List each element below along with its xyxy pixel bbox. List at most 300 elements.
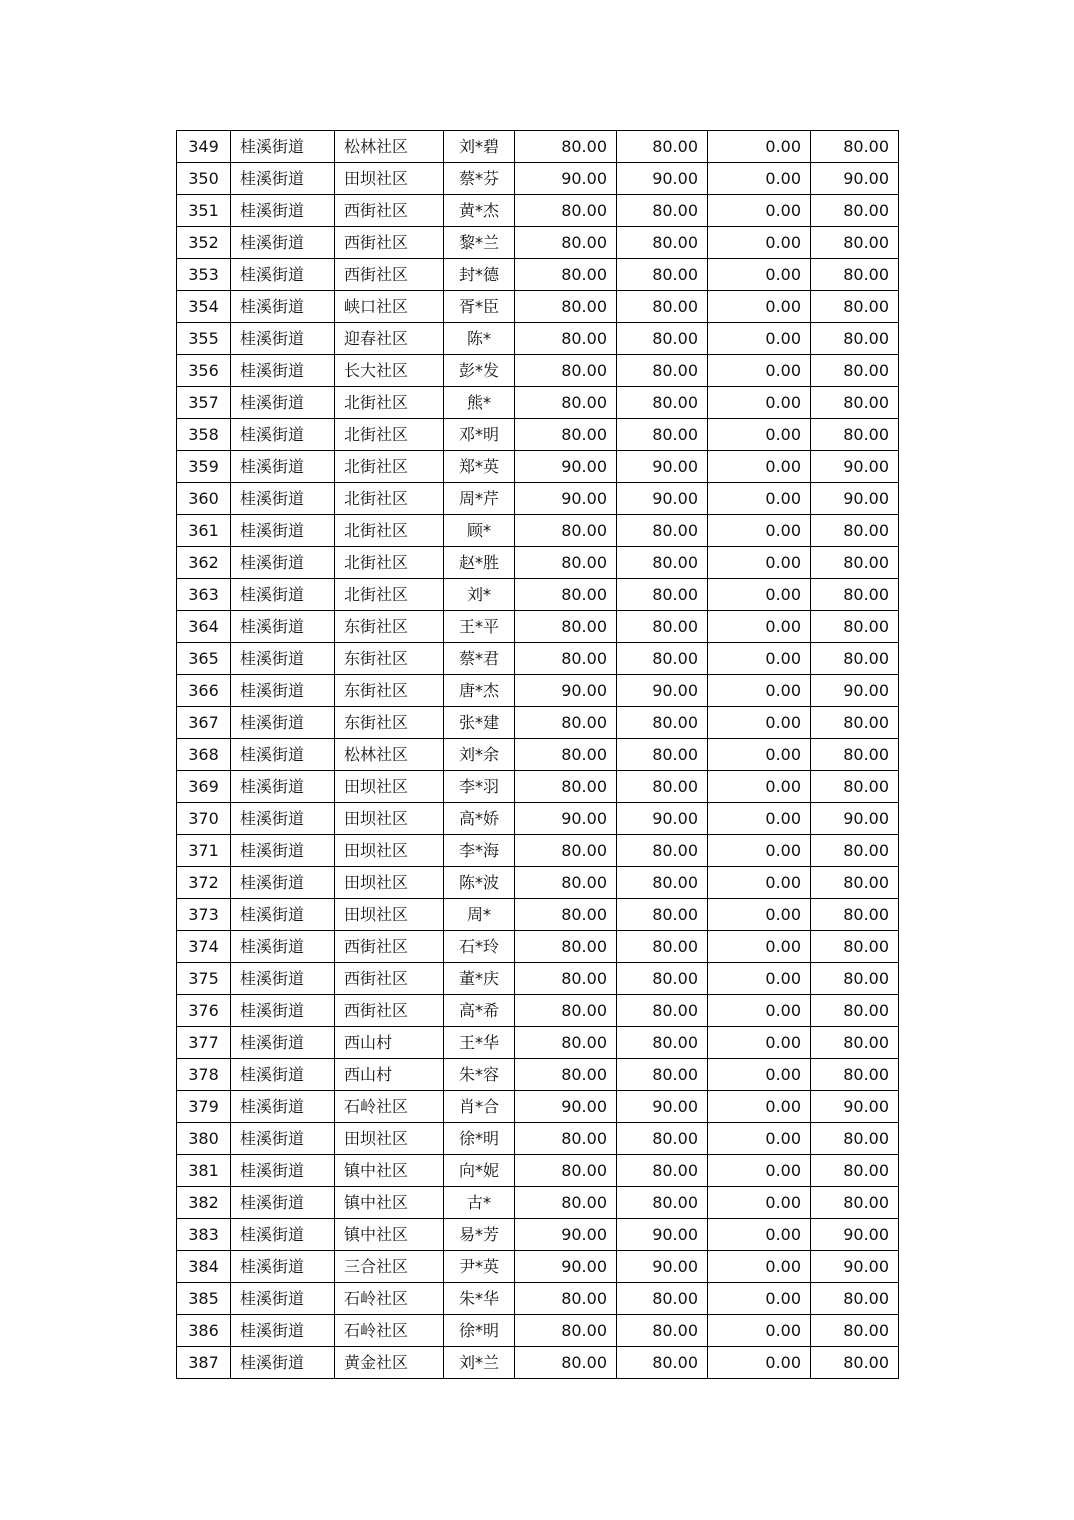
- row-number-cell: 384: [177, 1251, 231, 1283]
- amount-cell: 0.00: [708, 1315, 811, 1347]
- amount-cell: 80.00: [617, 963, 708, 995]
- name-cell: 朱*容: [444, 1059, 515, 1091]
- amount-cell: 90.00: [811, 451, 899, 483]
- street-cell: 桂溪街道: [231, 291, 335, 323]
- community-cell: 西街社区: [335, 259, 444, 291]
- amount-cell: 0.00: [708, 707, 811, 739]
- street-cell: 桂溪街道: [231, 899, 335, 931]
- street-cell: 桂溪街道: [231, 739, 335, 771]
- name-cell: 李*羽: [444, 771, 515, 803]
- amount-cell: 0.00: [708, 643, 811, 675]
- amount-cell: 0.00: [708, 291, 811, 323]
- row-number-cell: 352: [177, 227, 231, 259]
- table-row: [177, 323, 899, 355]
- table-row: [177, 963, 899, 995]
- amount-cell: 80.00: [617, 1123, 708, 1155]
- amount-cell: 80.00: [811, 515, 899, 547]
- amount-cell: 0.00: [708, 835, 811, 867]
- data-table: [176, 130, 899, 1379]
- amount-cell: 80.00: [617, 419, 708, 451]
- community-cell: 西山村: [335, 1059, 444, 1091]
- amount-cell: 80.00: [617, 1059, 708, 1091]
- table-row: [177, 995, 899, 1027]
- amount-cell: 80.00: [515, 131, 617, 163]
- name-cell: 周*芹: [444, 483, 515, 515]
- table-row: [177, 195, 899, 227]
- amount-cell: 0.00: [708, 1155, 811, 1187]
- amount-cell: 80.00: [811, 1027, 899, 1059]
- street-cell: 桂溪街道: [231, 259, 335, 291]
- community-cell: 三合社区: [335, 1251, 444, 1283]
- amount-cell: 90.00: [515, 483, 617, 515]
- name-cell: 熊*: [444, 387, 515, 419]
- table-row: [177, 227, 899, 259]
- row-number-cell: 387: [177, 1347, 231, 1379]
- amount-cell: 80.00: [811, 1155, 899, 1187]
- amount-cell: 0.00: [708, 483, 811, 515]
- name-cell: 李*海: [444, 835, 515, 867]
- name-cell: 肖*合: [444, 1091, 515, 1123]
- name-cell: 尹*英: [444, 1251, 515, 1283]
- amount-cell: 80.00: [515, 323, 617, 355]
- amount-cell: 0.00: [708, 323, 811, 355]
- community-cell: 田坝社区: [335, 899, 444, 931]
- street-cell: 桂溪街道: [231, 1027, 335, 1059]
- community-cell: 北街社区: [335, 387, 444, 419]
- amount-cell: 90.00: [617, 1251, 708, 1283]
- street-cell: 桂溪街道: [231, 227, 335, 259]
- table-row: [177, 707, 899, 739]
- table-row: [177, 1315, 899, 1347]
- amount-cell: 80.00: [617, 611, 708, 643]
- table-row: [177, 899, 899, 931]
- street-cell: 桂溪街道: [231, 355, 335, 387]
- amount-cell: 80.00: [515, 739, 617, 771]
- amount-cell: 80.00: [515, 1187, 617, 1219]
- amount-cell: 80.00: [617, 355, 708, 387]
- table-body: [177, 131, 899, 1379]
- community-cell: 镇中社区: [335, 1155, 444, 1187]
- amount-cell: 0.00: [708, 963, 811, 995]
- name-cell: 郑*英: [444, 451, 515, 483]
- table-row: [177, 1027, 899, 1059]
- amount-cell: 80.00: [811, 611, 899, 643]
- amount-cell: 90.00: [515, 1219, 617, 1251]
- community-cell: 田坝社区: [335, 867, 444, 899]
- name-cell: 徐*明: [444, 1123, 515, 1155]
- name-cell: 易*芳: [444, 1219, 515, 1251]
- row-number-cell: 355: [177, 323, 231, 355]
- amount-cell: 80.00: [617, 739, 708, 771]
- community-cell: 西山村: [335, 1027, 444, 1059]
- row-number-cell: 372: [177, 867, 231, 899]
- table-row: [177, 1187, 899, 1219]
- table-row: [177, 131, 899, 163]
- street-cell: 桂溪街道: [231, 579, 335, 611]
- amount-cell: 0.00: [708, 1347, 811, 1379]
- amount-cell: 80.00: [617, 643, 708, 675]
- community-cell: 西街社区: [335, 963, 444, 995]
- name-cell: 赵*胜: [444, 547, 515, 579]
- amount-cell: 80.00: [811, 739, 899, 771]
- community-cell: 迎春社区: [335, 323, 444, 355]
- row-number-cell: 373: [177, 899, 231, 931]
- row-number-cell: 353: [177, 259, 231, 291]
- table-row: [177, 1123, 899, 1155]
- amount-cell: 0.00: [708, 739, 811, 771]
- community-cell: 东街社区: [335, 707, 444, 739]
- street-cell: 桂溪街道: [231, 771, 335, 803]
- row-number-cell: 354: [177, 291, 231, 323]
- community-cell: 北街社区: [335, 515, 444, 547]
- street-cell: 桂溪街道: [231, 1123, 335, 1155]
- community-cell: 田坝社区: [335, 163, 444, 195]
- amount-cell: 80.00: [617, 1155, 708, 1187]
- amount-cell: 0.00: [708, 931, 811, 963]
- amount-cell: 80.00: [617, 291, 708, 323]
- row-number-cell: 369: [177, 771, 231, 803]
- amount-cell: 80.00: [811, 835, 899, 867]
- amount-cell: 80.00: [617, 1187, 708, 1219]
- community-cell: 镇中社区: [335, 1187, 444, 1219]
- amount-cell: 0.00: [708, 1187, 811, 1219]
- amount-cell: 0.00: [708, 387, 811, 419]
- amount-cell: 80.00: [811, 643, 899, 675]
- row-number-cell: 361: [177, 515, 231, 547]
- street-cell: 桂溪街道: [231, 867, 335, 899]
- name-cell: 顾*: [444, 515, 515, 547]
- amount-cell: 80.00: [811, 899, 899, 931]
- amount-cell: 80.00: [811, 1187, 899, 1219]
- name-cell: 封*德: [444, 259, 515, 291]
- row-number-cell: 375: [177, 963, 231, 995]
- community-cell: 田坝社区: [335, 771, 444, 803]
- amount-cell: 90.00: [617, 451, 708, 483]
- amount-cell: 80.00: [515, 995, 617, 1027]
- amount-cell: 80.00: [515, 931, 617, 963]
- amount-cell: 90.00: [515, 1251, 617, 1283]
- street-cell: 桂溪街道: [231, 611, 335, 643]
- amount-cell: 80.00: [811, 323, 899, 355]
- table-row: [177, 771, 899, 803]
- street-cell: 桂溪街道: [231, 323, 335, 355]
- name-cell: 陈*: [444, 323, 515, 355]
- amount-cell: 80.00: [811, 227, 899, 259]
- amount-cell: 0.00: [708, 163, 811, 195]
- amount-cell: 0.00: [708, 419, 811, 451]
- community-cell: 田坝社区: [335, 835, 444, 867]
- amount-cell: 80.00: [811, 579, 899, 611]
- amount-cell: 0.00: [708, 803, 811, 835]
- amount-cell: 0.00: [708, 1027, 811, 1059]
- street-cell: 桂溪街道: [231, 131, 335, 163]
- name-cell: 徐*明: [444, 1315, 515, 1347]
- amount-cell: 80.00: [617, 867, 708, 899]
- amount-cell: 90.00: [515, 1091, 617, 1123]
- amount-cell: 80.00: [515, 1347, 617, 1379]
- table-row: [177, 355, 899, 387]
- amount-cell: 80.00: [515, 611, 617, 643]
- amount-cell: 80.00: [515, 1123, 617, 1155]
- community-cell: 石岭社区: [335, 1315, 444, 1347]
- row-number-cell: 349: [177, 131, 231, 163]
- community-cell: 松林社区: [335, 131, 444, 163]
- table-row: [177, 739, 899, 771]
- row-number-cell: 379: [177, 1091, 231, 1123]
- community-cell: 西街社区: [335, 195, 444, 227]
- amount-cell: 90.00: [515, 451, 617, 483]
- amount-cell: 80.00: [811, 931, 899, 963]
- street-cell: 桂溪街道: [231, 387, 335, 419]
- row-number-cell: 383: [177, 1219, 231, 1251]
- amount-cell: 80.00: [617, 707, 708, 739]
- amount-cell: 80.00: [811, 259, 899, 291]
- amount-cell: 80.00: [617, 547, 708, 579]
- amount-cell: 80.00: [811, 1347, 899, 1379]
- amount-cell: 0.00: [708, 1091, 811, 1123]
- amount-cell: 90.00: [515, 675, 617, 707]
- amount-cell: 80.00: [617, 1027, 708, 1059]
- amount-cell: 80.00: [811, 131, 899, 163]
- amount-cell: 80.00: [515, 1027, 617, 1059]
- community-cell: 北街社区: [335, 483, 444, 515]
- table-row: [177, 259, 899, 291]
- amount-cell: 80.00: [617, 195, 708, 227]
- row-number-cell: 365: [177, 643, 231, 675]
- table-row: [177, 675, 899, 707]
- row-number-cell: 363: [177, 579, 231, 611]
- name-cell: 高*希: [444, 995, 515, 1027]
- amount-cell: 80.00: [617, 259, 708, 291]
- amount-cell: 80.00: [811, 195, 899, 227]
- name-cell: 邓*明: [444, 419, 515, 451]
- amount-cell: 80.00: [811, 995, 899, 1027]
- row-number-cell: 358: [177, 419, 231, 451]
- amount-cell: 80.00: [515, 579, 617, 611]
- row-number-cell: 359: [177, 451, 231, 483]
- amount-cell: 90.00: [811, 1219, 899, 1251]
- amount-cell: 0.00: [708, 1219, 811, 1251]
- amount-cell: 80.00: [811, 547, 899, 579]
- amount-cell: 80.00: [515, 259, 617, 291]
- amount-cell: 80.00: [515, 515, 617, 547]
- table-row: [177, 1219, 899, 1251]
- amount-cell: 80.00: [515, 707, 617, 739]
- amount-cell: 0.00: [708, 579, 811, 611]
- amount-cell: 80.00: [811, 1123, 899, 1155]
- row-number-cell: 362: [177, 547, 231, 579]
- amount-cell: 90.00: [811, 1091, 899, 1123]
- table-row: [177, 451, 899, 483]
- amount-cell: 80.00: [617, 227, 708, 259]
- amount-cell: 90.00: [811, 1251, 899, 1283]
- name-cell: 刘*碧: [444, 131, 515, 163]
- table-row: [177, 579, 899, 611]
- row-number-cell: 357: [177, 387, 231, 419]
- street-cell: 桂溪街道: [231, 1091, 335, 1123]
- row-number-cell: 386: [177, 1315, 231, 1347]
- amount-cell: 90.00: [617, 163, 708, 195]
- name-cell: 刘*兰: [444, 1347, 515, 1379]
- name-cell: 王*平: [444, 611, 515, 643]
- row-number-cell: 380: [177, 1123, 231, 1155]
- community-cell: 西街社区: [335, 227, 444, 259]
- table-row: [177, 291, 899, 323]
- community-cell: 东街社区: [335, 675, 444, 707]
- name-cell: 黄*杰: [444, 195, 515, 227]
- community-cell: 长大社区: [335, 355, 444, 387]
- amount-cell: 80.00: [515, 1059, 617, 1091]
- community-cell: 西街社区: [335, 995, 444, 1027]
- amount-cell: 0.00: [708, 899, 811, 931]
- name-cell: 蔡*芬: [444, 163, 515, 195]
- amount-cell: 80.00: [617, 771, 708, 803]
- amount-cell: 90.00: [515, 163, 617, 195]
- amount-cell: 80.00: [811, 387, 899, 419]
- name-cell: 唐*杰: [444, 675, 515, 707]
- amount-cell: 0.00: [708, 611, 811, 643]
- community-cell: 石岭社区: [335, 1283, 444, 1315]
- amount-cell: 0.00: [708, 547, 811, 579]
- amount-cell: 80.00: [515, 963, 617, 995]
- amount-cell: 90.00: [617, 1091, 708, 1123]
- street-cell: 桂溪街道: [231, 163, 335, 195]
- amount-cell: 80.00: [515, 419, 617, 451]
- community-cell: 北街社区: [335, 579, 444, 611]
- table-row: [177, 1091, 899, 1123]
- community-cell: 北街社区: [335, 451, 444, 483]
- amount-cell: 90.00: [617, 1219, 708, 1251]
- name-cell: 彭*发: [444, 355, 515, 387]
- row-number-cell: 364: [177, 611, 231, 643]
- community-cell: 黄金社区: [335, 1347, 444, 1379]
- name-cell: 向*妮: [444, 1155, 515, 1187]
- amount-cell: 90.00: [617, 483, 708, 515]
- street-cell: 桂溪街道: [231, 1251, 335, 1283]
- name-cell: 周*: [444, 899, 515, 931]
- name-cell: 黎*兰: [444, 227, 515, 259]
- street-cell: 桂溪街道: [231, 547, 335, 579]
- amount-cell: 90.00: [617, 675, 708, 707]
- amount-cell: 90.00: [811, 483, 899, 515]
- amount-cell: 80.00: [811, 707, 899, 739]
- table-row: [177, 931, 899, 963]
- name-cell: 王*华: [444, 1027, 515, 1059]
- community-cell: 松林社区: [335, 739, 444, 771]
- street-cell: 桂溪街道: [231, 835, 335, 867]
- amount-cell: 0.00: [708, 131, 811, 163]
- amount-cell: 90.00: [617, 803, 708, 835]
- amount-cell: 80.00: [515, 387, 617, 419]
- amount-cell: 0.00: [708, 451, 811, 483]
- amount-cell: 80.00: [811, 355, 899, 387]
- table-row: [177, 611, 899, 643]
- community-cell: 东街社区: [335, 643, 444, 675]
- row-number-cell: 351: [177, 195, 231, 227]
- name-cell: 董*庆: [444, 963, 515, 995]
- table-row: [177, 1251, 899, 1283]
- row-number-cell: 382: [177, 1187, 231, 1219]
- community-cell: 西街社区: [335, 931, 444, 963]
- amount-cell: 80.00: [617, 931, 708, 963]
- table-row: [177, 387, 899, 419]
- table-row: [177, 1155, 899, 1187]
- name-cell: 高*娇: [444, 803, 515, 835]
- row-number-cell: 381: [177, 1155, 231, 1187]
- row-number-cell: 377: [177, 1027, 231, 1059]
- amount-cell: 80.00: [515, 899, 617, 931]
- amount-cell: 0.00: [708, 227, 811, 259]
- amount-cell: 0.00: [708, 195, 811, 227]
- row-number-cell: 376: [177, 995, 231, 1027]
- name-cell: 刘*余: [444, 739, 515, 771]
- amount-cell: 80.00: [811, 867, 899, 899]
- amount-cell: 0.00: [708, 259, 811, 291]
- amount-cell: 80.00: [811, 963, 899, 995]
- amount-cell: 0.00: [708, 1283, 811, 1315]
- amount-cell: 80.00: [515, 291, 617, 323]
- amount-cell: 80.00: [515, 355, 617, 387]
- amount-cell: 80.00: [617, 323, 708, 355]
- amount-cell: 80.00: [811, 1315, 899, 1347]
- amount-cell: 0.00: [708, 1251, 811, 1283]
- community-cell: 石岭社区: [335, 1091, 444, 1123]
- amount-cell: 80.00: [515, 771, 617, 803]
- name-cell: 胥*臣: [444, 291, 515, 323]
- amount-cell: 80.00: [617, 1347, 708, 1379]
- amount-cell: 0.00: [708, 355, 811, 387]
- table-row: [177, 515, 899, 547]
- amount-cell: 80.00: [811, 419, 899, 451]
- street-cell: 桂溪街道: [231, 195, 335, 227]
- row-number-cell: 367: [177, 707, 231, 739]
- amount-cell: 80.00: [515, 195, 617, 227]
- amount-cell: 0.00: [708, 1123, 811, 1155]
- amount-cell: 90.00: [515, 803, 617, 835]
- amount-cell: 80.00: [515, 1315, 617, 1347]
- amount-cell: 0.00: [708, 675, 811, 707]
- row-number-cell: 360: [177, 483, 231, 515]
- street-cell: 桂溪街道: [231, 1347, 335, 1379]
- community-cell: 田坝社区: [335, 803, 444, 835]
- amount-cell: 80.00: [617, 1283, 708, 1315]
- name-cell: 刘*: [444, 579, 515, 611]
- table-row: [177, 1347, 899, 1379]
- table-row: [177, 547, 899, 579]
- table-row: [177, 643, 899, 675]
- name-cell: 朱*华: [444, 1283, 515, 1315]
- amount-cell: 80.00: [515, 1283, 617, 1315]
- community-cell: 镇中社区: [335, 1219, 444, 1251]
- street-cell: 桂溪街道: [231, 995, 335, 1027]
- name-cell: 张*建: [444, 707, 515, 739]
- street-cell: 桂溪街道: [231, 451, 335, 483]
- amount-cell: 0.00: [708, 867, 811, 899]
- amount-cell: 90.00: [811, 163, 899, 195]
- amount-cell: 80.00: [515, 835, 617, 867]
- name-cell: 石*玲: [444, 931, 515, 963]
- table-row: [177, 1283, 899, 1315]
- amount-cell: 80.00: [617, 899, 708, 931]
- table-row: [177, 483, 899, 515]
- amount-cell: 0.00: [708, 515, 811, 547]
- table-row: [177, 1059, 899, 1091]
- row-number-cell: 378: [177, 1059, 231, 1091]
- row-number-cell: 385: [177, 1283, 231, 1315]
- amount-cell: 80.00: [617, 515, 708, 547]
- street-cell: 桂溪街道: [231, 963, 335, 995]
- amount-cell: 80.00: [811, 1059, 899, 1091]
